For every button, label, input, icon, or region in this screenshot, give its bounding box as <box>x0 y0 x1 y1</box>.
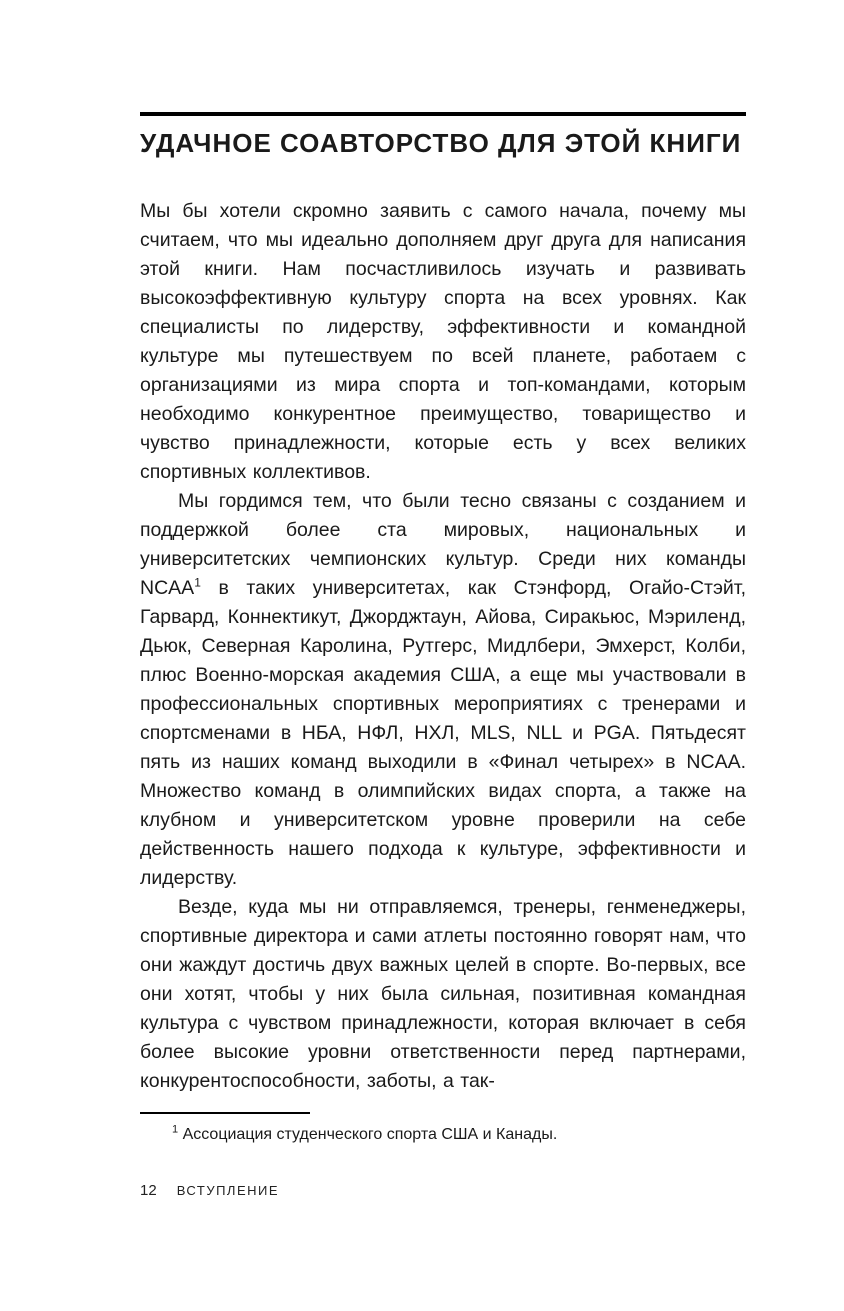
footnote-separator-rule <box>140 1112 310 1114</box>
page-number: 12 <box>140 1182 157 1199</box>
paragraph-2-text-before-footnote: Мы гордимся тем, что были тесно связаны с созданием и поддержкой более ста мировых, национальных и университетских чемпионских культур. Среди них команды NCAA <box>140 489 746 599</box>
footnote-marker: 1 <box>172 1123 179 1136</box>
paragraph-2-text-after-footnote: в таких университетах, как Стэнфорд, Огайо-Стэйт, Гарвард, Коннектикут, Джорджтаун, Айова, Сиракьюс, Мэриленд, Дьюк, Северная Каролина, Рутгерс, Мидлбери, Эмхерст, Колби, плюс Военно-морская академия США, а еще мы участвовали в профессиональных спортивных мероприятиях с тренерами и спортсменами в НБА, НФЛ, НХЛ, MLS, NLL и PGA. Пятьдесят пять из наших команд выходили в «Финал четырех» в NCAA. Множество команд в олимпийских видах спорта, а также на клубном и университетском уровне проверили на себе действенность нашего подхода к культуре, эффективности и лидерству. <box>140 576 746 889</box>
body-text <box>140 197 746 1096</box>
chapter-title: УДАЧНОЕ СОАВТОРСТВО ДЛЯ ЭТОЙ КНИГИ <box>140 128 742 158</box>
running-head-section: ВСТУПЛЕНИЕ <box>176 1183 280 1198</box>
paragraph-3: Везде, куда мы ни отправляемся, тренеры, генменеджеры, спортивные директора и сами атлеты постоянно говорят нам, что они жаждут достичь двух важных целей в спорте. Во-первых, все они хотят, чтобы у них была сильная, позитивная командная культура с чувством принадлежности, которая включает в себя более высокие уровни ответственности перед партнерами, конкурентоспособности, заботы, а так- <box>140 895 746 1092</box>
footnote-reference-marker: 1 <box>194 575 201 590</box>
paragraph-1: Мы бы хотели скромно заявить с самого начала, почему мы считаем, что мы идеально дополняем друг друга для написания этой книги. Нам посчастливилось изучать и развивать высокоэффективную культуру спорта на всех уровнях. Как специалисты по лидерству, эффективности и командной культуре мы путешествуем по всей планете, работаем с организациями из мира спорта и топ-командами, которым необходимо конкурентное преимущество, товарищество и чувство принадлежности, которые есть у всех великих спортивных коллективов. <box>140 199 746 483</box>
paragraph-2 <box>140 487 746 893</box>
title-rule <box>140 112 746 116</box>
footnote-text: Ассоциация студенческого спорта США и Канады. <box>178 1125 558 1143</box>
footnote <box>140 1124 746 1146</box>
page-footer <box>140 1182 279 1199</box>
